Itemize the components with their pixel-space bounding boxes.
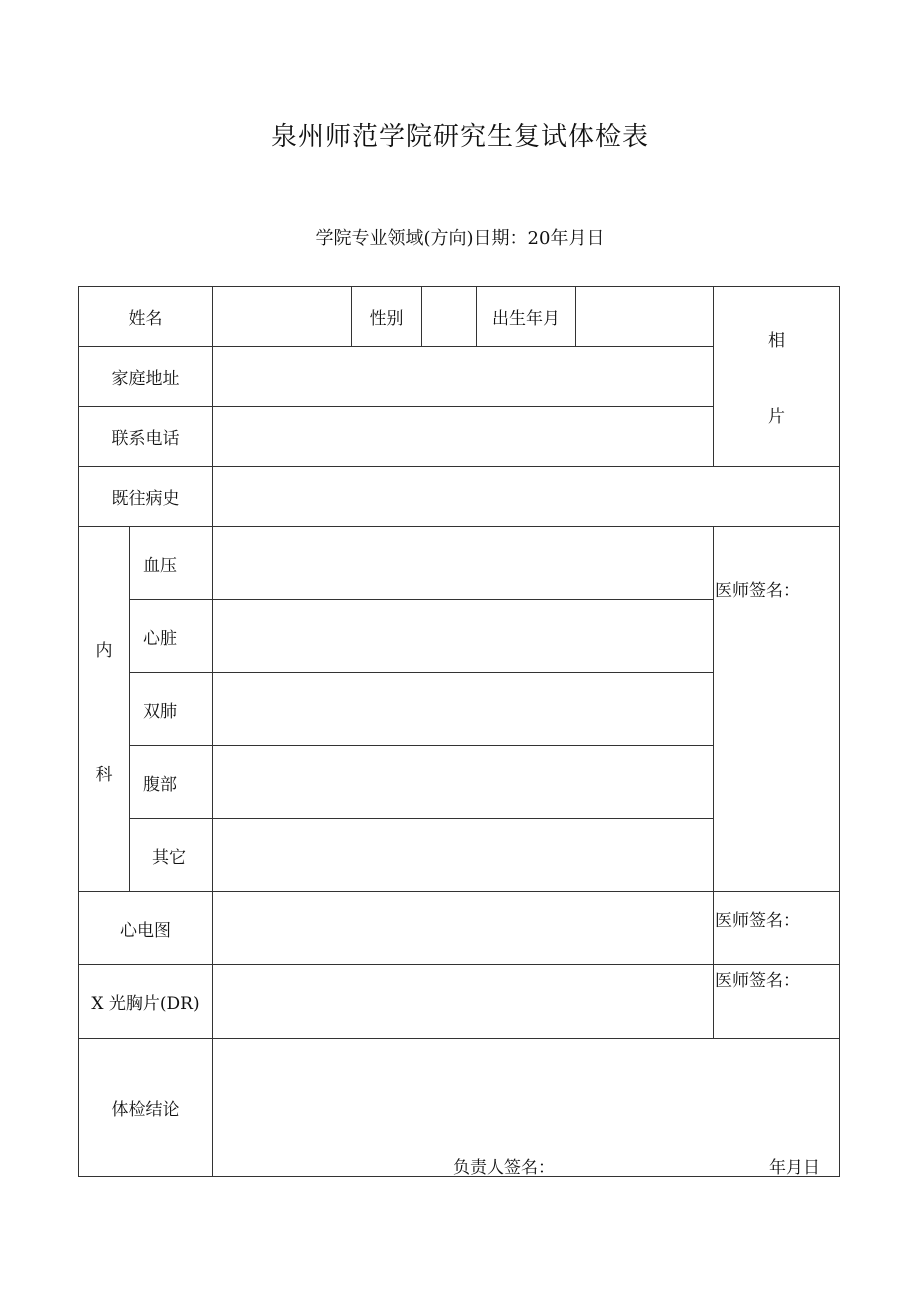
history-label: 既往病史	[111, 489, 180, 509]
birth-field[interactable]	[576, 287, 713, 346]
doctor-signature-xray: 医师签名：	[715, 970, 800, 991]
xray-field[interactable]	[213, 965, 713, 1038]
lungs-label: 双肺	[143, 701, 177, 722]
name-field[interactable]	[213, 287, 351, 346]
phone-field[interactable]	[213, 407, 713, 466]
heart-field[interactable]	[213, 600, 713, 672]
photo-label-2: 片	[768, 406, 785, 427]
gender-label: 性别	[369, 309, 404, 329]
doctor-signature-ecg: 医师签名：	[715, 910, 800, 931]
photo-label-1: 相	[768, 330, 785, 351]
internal-label-2: 科	[95, 764, 113, 785]
conclusion-label: 体检结论	[111, 1100, 180, 1120]
bp-label: 血压	[143, 555, 177, 576]
doctor-signature-internal: 医师签名：	[715, 580, 800, 601]
grid-line	[839, 286, 840, 1177]
photo-area[interactable]	[714, 287, 839, 466]
heart-label: 心脏	[143, 628, 177, 649]
gender-field[interactable]	[422, 287, 476, 346]
phone-label: 联系电话	[111, 429, 180, 449]
name-label: 姓名	[128, 309, 163, 329]
address-label: 家庭地址	[111, 369, 180, 389]
internal-label-1: 内	[95, 640, 113, 661]
responsible-signature: 负责人签名：	[453, 1157, 555, 1178]
bp-field[interactable]	[213, 527, 713, 599]
ecg-label: 心电图	[120, 920, 171, 941]
abdomen-field[interactable]	[213, 746, 713, 818]
form-title: 泉州师范学院研究生复试体检表	[270, 122, 649, 152]
signature-date: 年月日	[769, 1157, 820, 1178]
form-subtitle: 学院专业领域(方向)日期：20年月日	[315, 228, 605, 249]
birth-label: 出生年月	[492, 309, 560, 329]
abdomen-label: 腹部	[143, 774, 177, 795]
lungs-field[interactable]	[213, 673, 713, 745]
xray-label: X 光胸片(DR)	[91, 994, 200, 1014]
grid-line	[129, 526, 130, 891]
other-field[interactable]	[213, 819, 713, 891]
history-field[interactable]	[213, 467, 839, 526]
grid-line	[713, 526, 714, 1038]
address-field[interactable]	[213, 347, 713, 406]
ecg-field[interactable]	[213, 892, 713, 964]
other-label: 其它	[152, 847, 186, 868]
